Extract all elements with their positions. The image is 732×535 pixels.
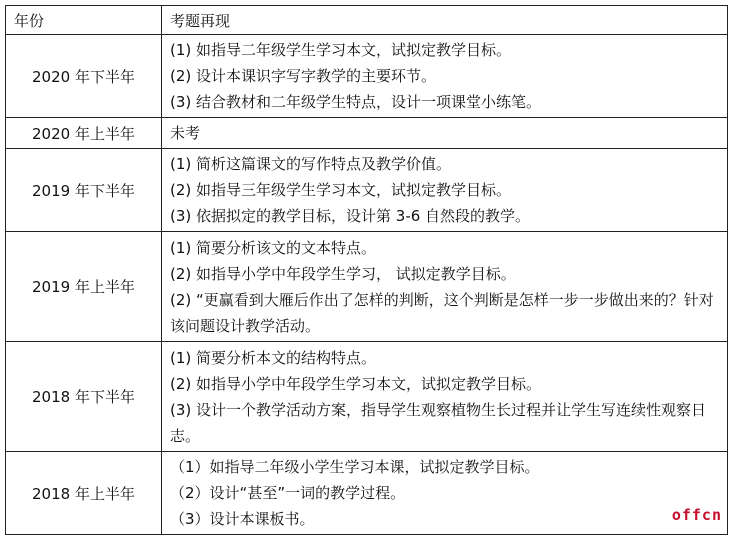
row-year: 2020 年下半年 bbox=[6, 35, 162, 118]
table-row bbox=[6, 149, 728, 232]
question-item: （2）设计“甚至”一词的教学过程。 bbox=[170, 484, 406, 502]
row-content bbox=[162, 342, 728, 452]
row-year: 2018 年下半年 bbox=[6, 342, 162, 452]
row-content bbox=[162, 452, 728, 535]
exam-table bbox=[5, 5, 728, 535]
row-content bbox=[162, 118, 728, 149]
header-content: 考题再现 bbox=[162, 6, 728, 35]
question-item: (1) 简要分析该文的文本特点。 bbox=[170, 238, 377, 257]
table-row bbox=[6, 35, 728, 118]
question-item: （3）设计本课板书。 bbox=[170, 510, 315, 528]
row-year: 2018 年上半年 bbox=[6, 452, 162, 535]
row-year: 2019 年下半年 bbox=[6, 149, 162, 232]
row-content bbox=[162, 232, 728, 342]
offcn-watermark: offcn bbox=[671, 506, 722, 524]
table-row bbox=[6, 342, 728, 452]
row-year: 2019 年上半年 bbox=[6, 232, 162, 342]
question-item: (3) 设计一个教学活动方案，指导学生观察植物生长过程并让学生写连续性观察日志。 bbox=[170, 400, 707, 445]
row-year: 2020 年上半年 bbox=[6, 118, 162, 149]
table-header-row bbox=[6, 6, 728, 35]
question-item: (1) 简析这篇课文的写作特点及教学价值。 bbox=[170, 155, 452, 173]
row-content bbox=[162, 35, 728, 118]
table-row bbox=[6, 232, 728, 342]
question-item: (2) 如指导三年级学生学习本文，试拟定教学目标。 bbox=[170, 181, 512, 199]
question-item: (2) 如指导小学中年段学生学习本文，试拟定教学目标。 bbox=[170, 374, 542, 393]
question-item: (2) 如指导小学中年段学生学习， 试拟定教学目标。 bbox=[170, 264, 516, 283]
question-item: (3) 依据拟定的教学目标，设计第 3-6 自然段的教学。 bbox=[170, 207, 531, 225]
table-row bbox=[6, 118, 728, 149]
table-row bbox=[6, 452, 728, 535]
question-item: （1）如指导二年级小学生学习本课，试拟定教学目标。 bbox=[170, 458, 540, 476]
question-item: (1) 简要分析本文的结构特点。 bbox=[170, 348, 377, 367]
row-content bbox=[162, 149, 728, 232]
header-year: 年份 bbox=[6, 6, 162, 35]
question-item: (2) “更赢看到大雁后作出了怎样的判断，这个判断是怎样一步一步做出来的？针对该问题设计教学活动。 bbox=[170, 290, 714, 335]
question-item: (1) 如指导二年级学生学习本文，试拟定教学目标。 bbox=[170, 41, 512, 59]
question-item: (2) 设计本课识字写字教学的主要环节。 bbox=[170, 67, 437, 85]
question-item: (3) 结合教材和二年级学生特点，设计一项课堂小练笔。 bbox=[170, 93, 542, 111]
question-item: 未考 bbox=[170, 124, 201, 142]
